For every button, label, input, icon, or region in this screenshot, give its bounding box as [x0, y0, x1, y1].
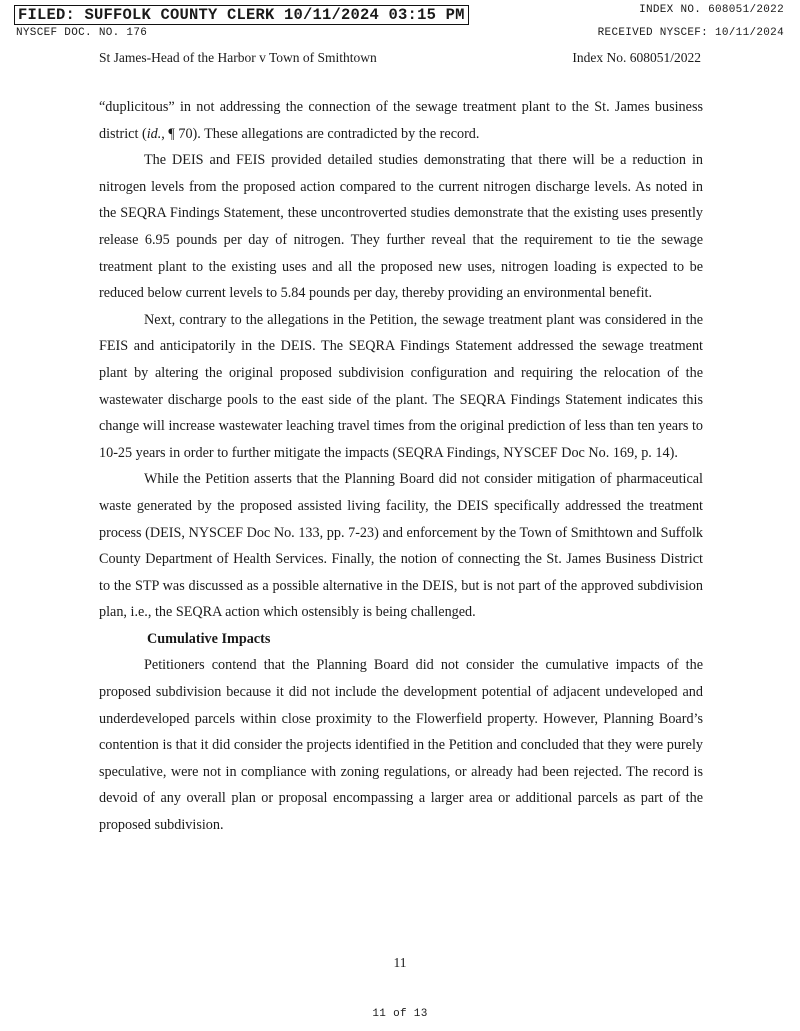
- index-number-header: INDEX NO. 608051/2022: [639, 4, 784, 16]
- citation-id: id.: [146, 125, 162, 142]
- caption-index-number: Index No. 608051/2022: [572, 50, 701, 65]
- received-nyscef-date: RECEIVED NYSCEF: 10/11/2024: [597, 27, 784, 39]
- page-number: 11: [393, 955, 407, 970]
- paragraph-4: While the Petition asserts that the Planning Board did not consider mitigation of pharmaceutical waste generated by the proposed assisted living facility, the DEIS specifically addressed the treatment process (DEIS, NYSCEF Doc No. 133, pp. 7-23) and enforcement by the Town of Smithtown and Suffolk County Department of Health Services. Finally, the notion of connecting the St. James Business District to the STP was discussed as a possible alternative in the DEIS, but is not part of the approved subdivision plan, i.e., the SEQRA action which ostensibly is being challenged.: [99, 471, 703, 621]
- paragraph-2: The DEIS and FEIS provided detailed studies demonstrating that there will be a reduction in nitrogen levels from the proposed action compared to the current nitrogen discharge levels. As noted in the SEQRA Findings Statement, these uncontroverted studies demonstrate that the existing uses presently release 6.95 pounds per day of nitrogen. They further reveal that the requirement to tie the sewage treatment plant to the existing uses and all the proposed new uses, nitrogen loading is expected to be reduced below current levels to 5.84 pounds per day, thereby providing an environmental benefit.: [99, 152, 703, 302]
- page-of-total: 11 of 13: [372, 1008, 428, 1020]
- paragraph-3: Next, contrary to the allegations in the Petition, the sewage treatment plant was considered in the FEIS and anticipatorily in the DEIS. The SEQRA Findings Statement addressed the sewage treatment plant by altering the original proposed subdivision configuration and requiring the relocation of the wastewater discharge pools to the east side of the plant. The SEQRA Findings Statement indicates this change will increase wastewater leaching travel times from the original prediction of less than ten years to 10-25 years in order to further mitigate the impacts (SEQRA Findings, NYSCEF Doc No. 169, p. 14).: [99, 311, 703, 461]
- case-caption: St James-Head of the Harbor v Town of Smithtown: [99, 50, 377, 65]
- paragraph-5: Petitioners contend that the Planning Board did not consider the cumulative impacts of the proposed subdivision because it did not include the development potential of adjacent undeveloped and underdeveloped parcels within close proximity to the Flowerfield property. However, Planning Board’s contention is that it did consider the projects identified in the Petition and concluded that they were purely speculative, were not in compliance with zoning regulations, or already had been rejected. The record is devoid of any overall plan or proposal encompassing a larger area or additional parcels as part of the proposed subdivision.: [99, 657, 703, 834]
- document-body: [99, 94, 703, 839]
- paragraph-1-text-b: , ¶ 70). These allegations are contradicted by the record.: [161, 125, 480, 142]
- paragraph-1: [99, 94, 703, 147]
- nyscef-doc-number: NYSCEF DOC. NO. 176: [16, 27, 148, 39]
- paragraph-1-text-a: “duplicitous” in not addressing the connection of the sewage treatment plant to the St. James business district (: [99, 99, 703, 142]
- filed-stamp: FILED: SUFFOLK COUNTY CLERK 10/11/2024 03:15 PM: [14, 5, 469, 25]
- section-heading: Cumulative Impacts: [147, 630, 271, 647]
